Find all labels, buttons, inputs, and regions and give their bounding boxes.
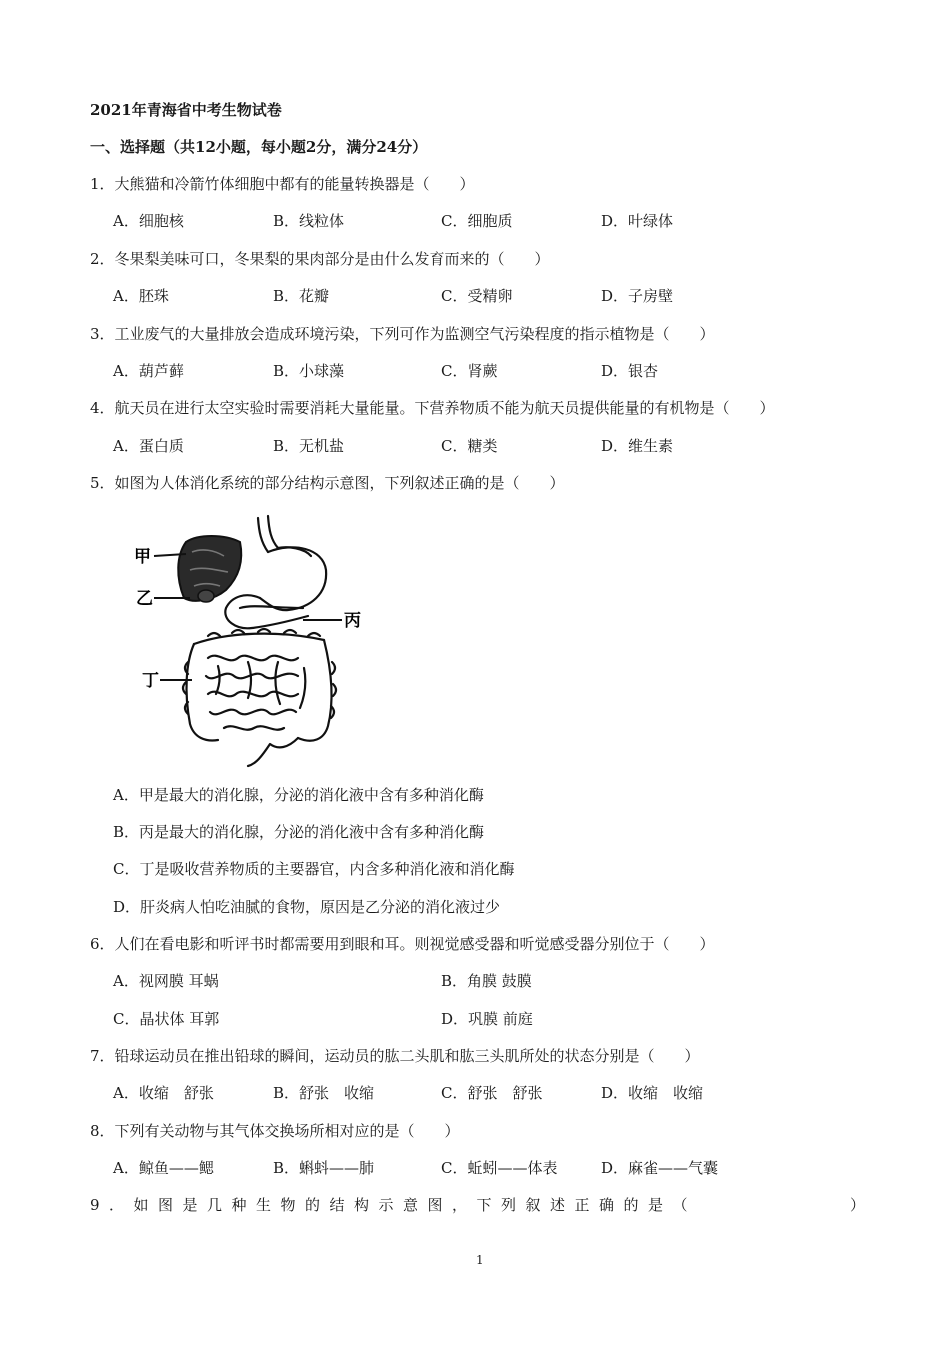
q6-option-a: A．视网膜 耳蜗 — [113, 972, 219, 990]
q1-option-d: D．叶绿体 — [601, 212, 674, 230]
question-5-stem: 5．如图为人体消化系统的部分结构示意图，下列叙述正确的是（ ） — [90, 474, 565, 492]
question-2-stem: 2．冬果梨美味可口，冬果梨的果肉部分是由什么发育而来的（ ） — [90, 250, 550, 268]
q7-option-c: C．舒张 舒张 — [441, 1084, 543, 1102]
q2-option-d: D．子房壁 — [601, 287, 674, 305]
question-1-stem: 1．大熊猫和冷箭竹体细胞中都有的能量转换器是（ ） — [90, 175, 475, 193]
q6-option-b: B．角膜 鼓膜 — [441, 972, 532, 990]
q7-option-d: D．收缩 收缩 — [601, 1084, 704, 1102]
q1-option-b: B．线粒体 — [273, 212, 345, 230]
q3-option-b: B．小球藻 — [273, 362, 345, 380]
transverse-colon — [194, 634, 324, 644]
pancreas-outline — [225, 595, 308, 628]
digestive-system-diagram — [128, 512, 368, 770]
q4-option-c: C．糖类 — [441, 437, 498, 455]
label-yi: 乙 — [136, 589, 153, 609]
q8-option-a: A．鲸鱼——鳃 — [113, 1159, 214, 1177]
q4-option-d: D．维生素 — [601, 437, 674, 455]
q1-option-a: A．细胞核 — [113, 212, 184, 230]
question-7-stem: 7．铅球运动员在推出铅球的瞬间，运动员的肱二头肌和肱三头肌所处的状态分别是（ ） — [90, 1047, 700, 1065]
question-3-stem: 3．工业废气的大量排放会造成环境污染，下列可作为监测空气污染程度的指示植物是（ ） — [90, 325, 715, 343]
q5-option-b: B．丙是最大的消化腺，分泌的消化液中含有多种消化酶 — [113, 823, 485, 841]
q2-option-c: C．受精卵 — [441, 287, 513, 305]
exam-title: 2021年青海省中考生物试卷 — [90, 101, 282, 119]
q3-option-d: D．银杏 — [601, 362, 659, 380]
q8-option-c: C．蚯蚓——体表 — [441, 1159, 558, 1177]
q4-option-a: A．蛋白质 — [113, 437, 184, 455]
q3-option-c: C．肾蕨 — [441, 362, 498, 380]
q2-option-b: B．花瓣 — [273, 287, 330, 305]
q5-option-d: D．肝炎病人怕吃油腻的食物，原因是乙分泌的消化液过少 — [113, 898, 501, 916]
q7-option-b: B．舒张 收缩 — [273, 1084, 375, 1102]
label-bing: 丙 — [344, 611, 361, 631]
q2-option-a: A．胚珠 — [113, 287, 169, 305]
q6-option-d: D．巩膜 前庭 — [441, 1010, 533, 1028]
q1-option-c: C．细胞质 — [441, 212, 513, 230]
q4-option-b: B．无机盐 — [273, 437, 345, 455]
q3-option-a: A．葫芦藓 — [113, 362, 184, 380]
q5-option-a: A．甲是最大的消化腺，分泌的消化液中含有多种消化酶 — [113, 786, 484, 804]
q8-option-b: B．蝌蚪——肺 — [273, 1159, 375, 1177]
stomach-outline — [260, 547, 326, 610]
question-4-stem: 4．航天员在进行太空实验时需要消耗大量能量。下营养物质不能为航天员提供能量的有机物是（ ） — [90, 399, 775, 417]
gallbladder-shape — [198, 590, 214, 602]
section-header: 一、选择题（共12小题，每小题2分，满分24分） — [90, 138, 428, 156]
question-8-stem: 8．下列有关动物与其气体交换场所相对应的是（ ） — [90, 1122, 460, 1140]
q8-option-d: D．麻雀——气囊 — [601, 1159, 719, 1177]
question-6-stem: 6．人们在看电影和听评书时都需要用到眼和耳。则视觉感受器和听觉感受器分别位于（ ） — [90, 935, 715, 953]
descending-colon — [298, 640, 331, 741]
label-ding: 丁 — [142, 671, 159, 691]
q6-option-c: C．晶状体 耳郭 — [113, 1010, 220, 1028]
q7-option-a: A．收缩 舒张 — [113, 1084, 214, 1102]
q5-option-c: C．丁是吸收营养物质的主要器官，内含多种消化液和消化酶 — [113, 860, 515, 878]
label-jia: 甲 — [134, 547, 151, 567]
question-9-stem-end: ） — [850, 1196, 866, 1214]
page-number: 1 — [476, 1253, 484, 1267]
question-9-stem: 9．如图是几种生物的结构示意图，下列叙述正确的是（ — [90, 1196, 698, 1214]
